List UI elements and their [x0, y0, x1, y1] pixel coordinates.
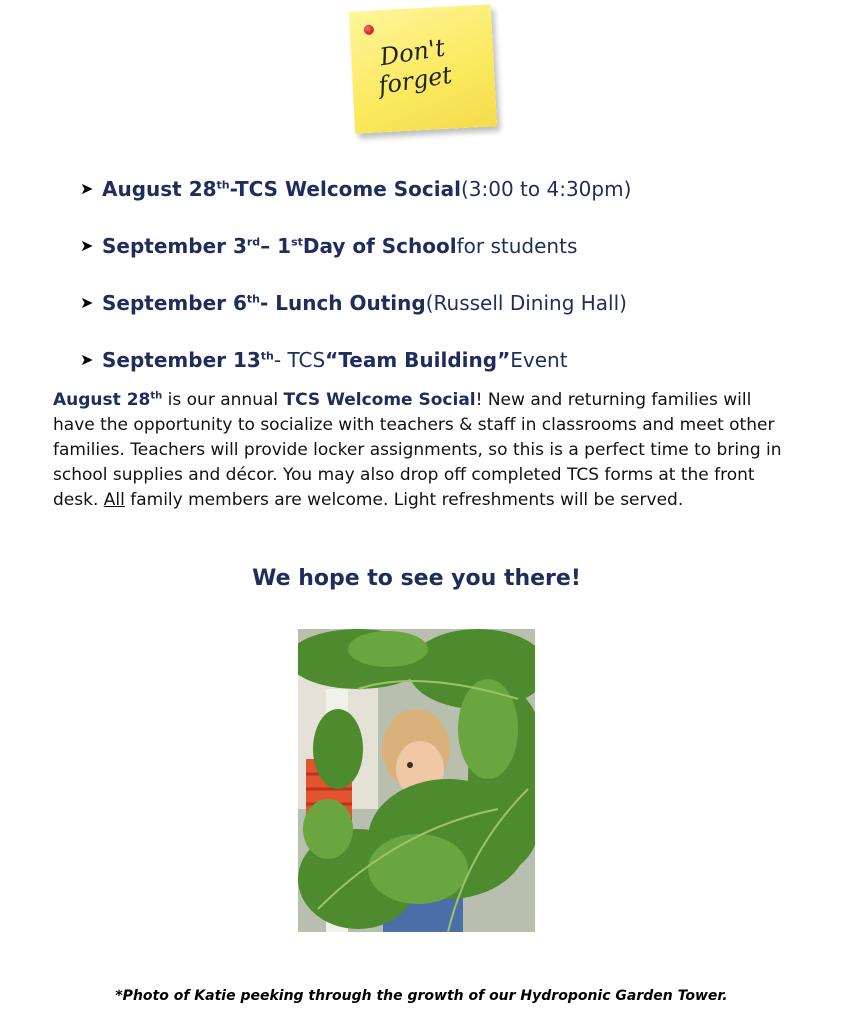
event-item: ➤ September 3 $^{rd}$ – 1 $^{st}$ Day of School for students — [80, 233, 578, 258]
event-item: ➤ September 6 $^{th}$ - Lunch Outing (Russell Dining Hall) — [80, 290, 627, 315]
sticky-note — [349, 4, 497, 133]
photo-caption: *Photo of Katie peeking through the growth of our Hydroponic Garden Tower. — [115, 988, 728, 1004]
arrow-bullet-icon: ➤ — [80, 179, 94, 198]
pushpin-icon — [364, 25, 375, 36]
sticky-note-text: Don't forget — [376, 33, 454, 100]
event-item: ➤ September 13 $^{th}$ - TCS “Team Building” Event — [80, 347, 568, 372]
arrow-bullet-icon: ➤ — [80, 293, 94, 312]
welcome-paragraph: August 28th is our annual TCS Welcome Social! New and returning families will have the opportunity to socialize with teachers & staff in classrooms and meet other families. Teachers will provide locker assignments, so this is a perfect time to bring in school supplies and décor. You may also drop off completed TCS forms at the front desk. All family members are welcome. Light refreshments will be served. — [53, 390, 782, 510]
event-item: ➤ August 28 $^{th}$ -TCS Welcome Social (3:00 to 4:30pm) — [80, 176, 632, 201]
arrow-bullet-icon: ➤ — [80, 350, 94, 369]
closing-heading: We hope to see you there! — [252, 566, 581, 591]
photo-illustration — [298, 629, 535, 932]
garden-tower-photo — [298, 629, 535, 932]
arrow-bullet-icon: ➤ — [80, 236, 94, 255]
event-list — [80, 160, 780, 388]
